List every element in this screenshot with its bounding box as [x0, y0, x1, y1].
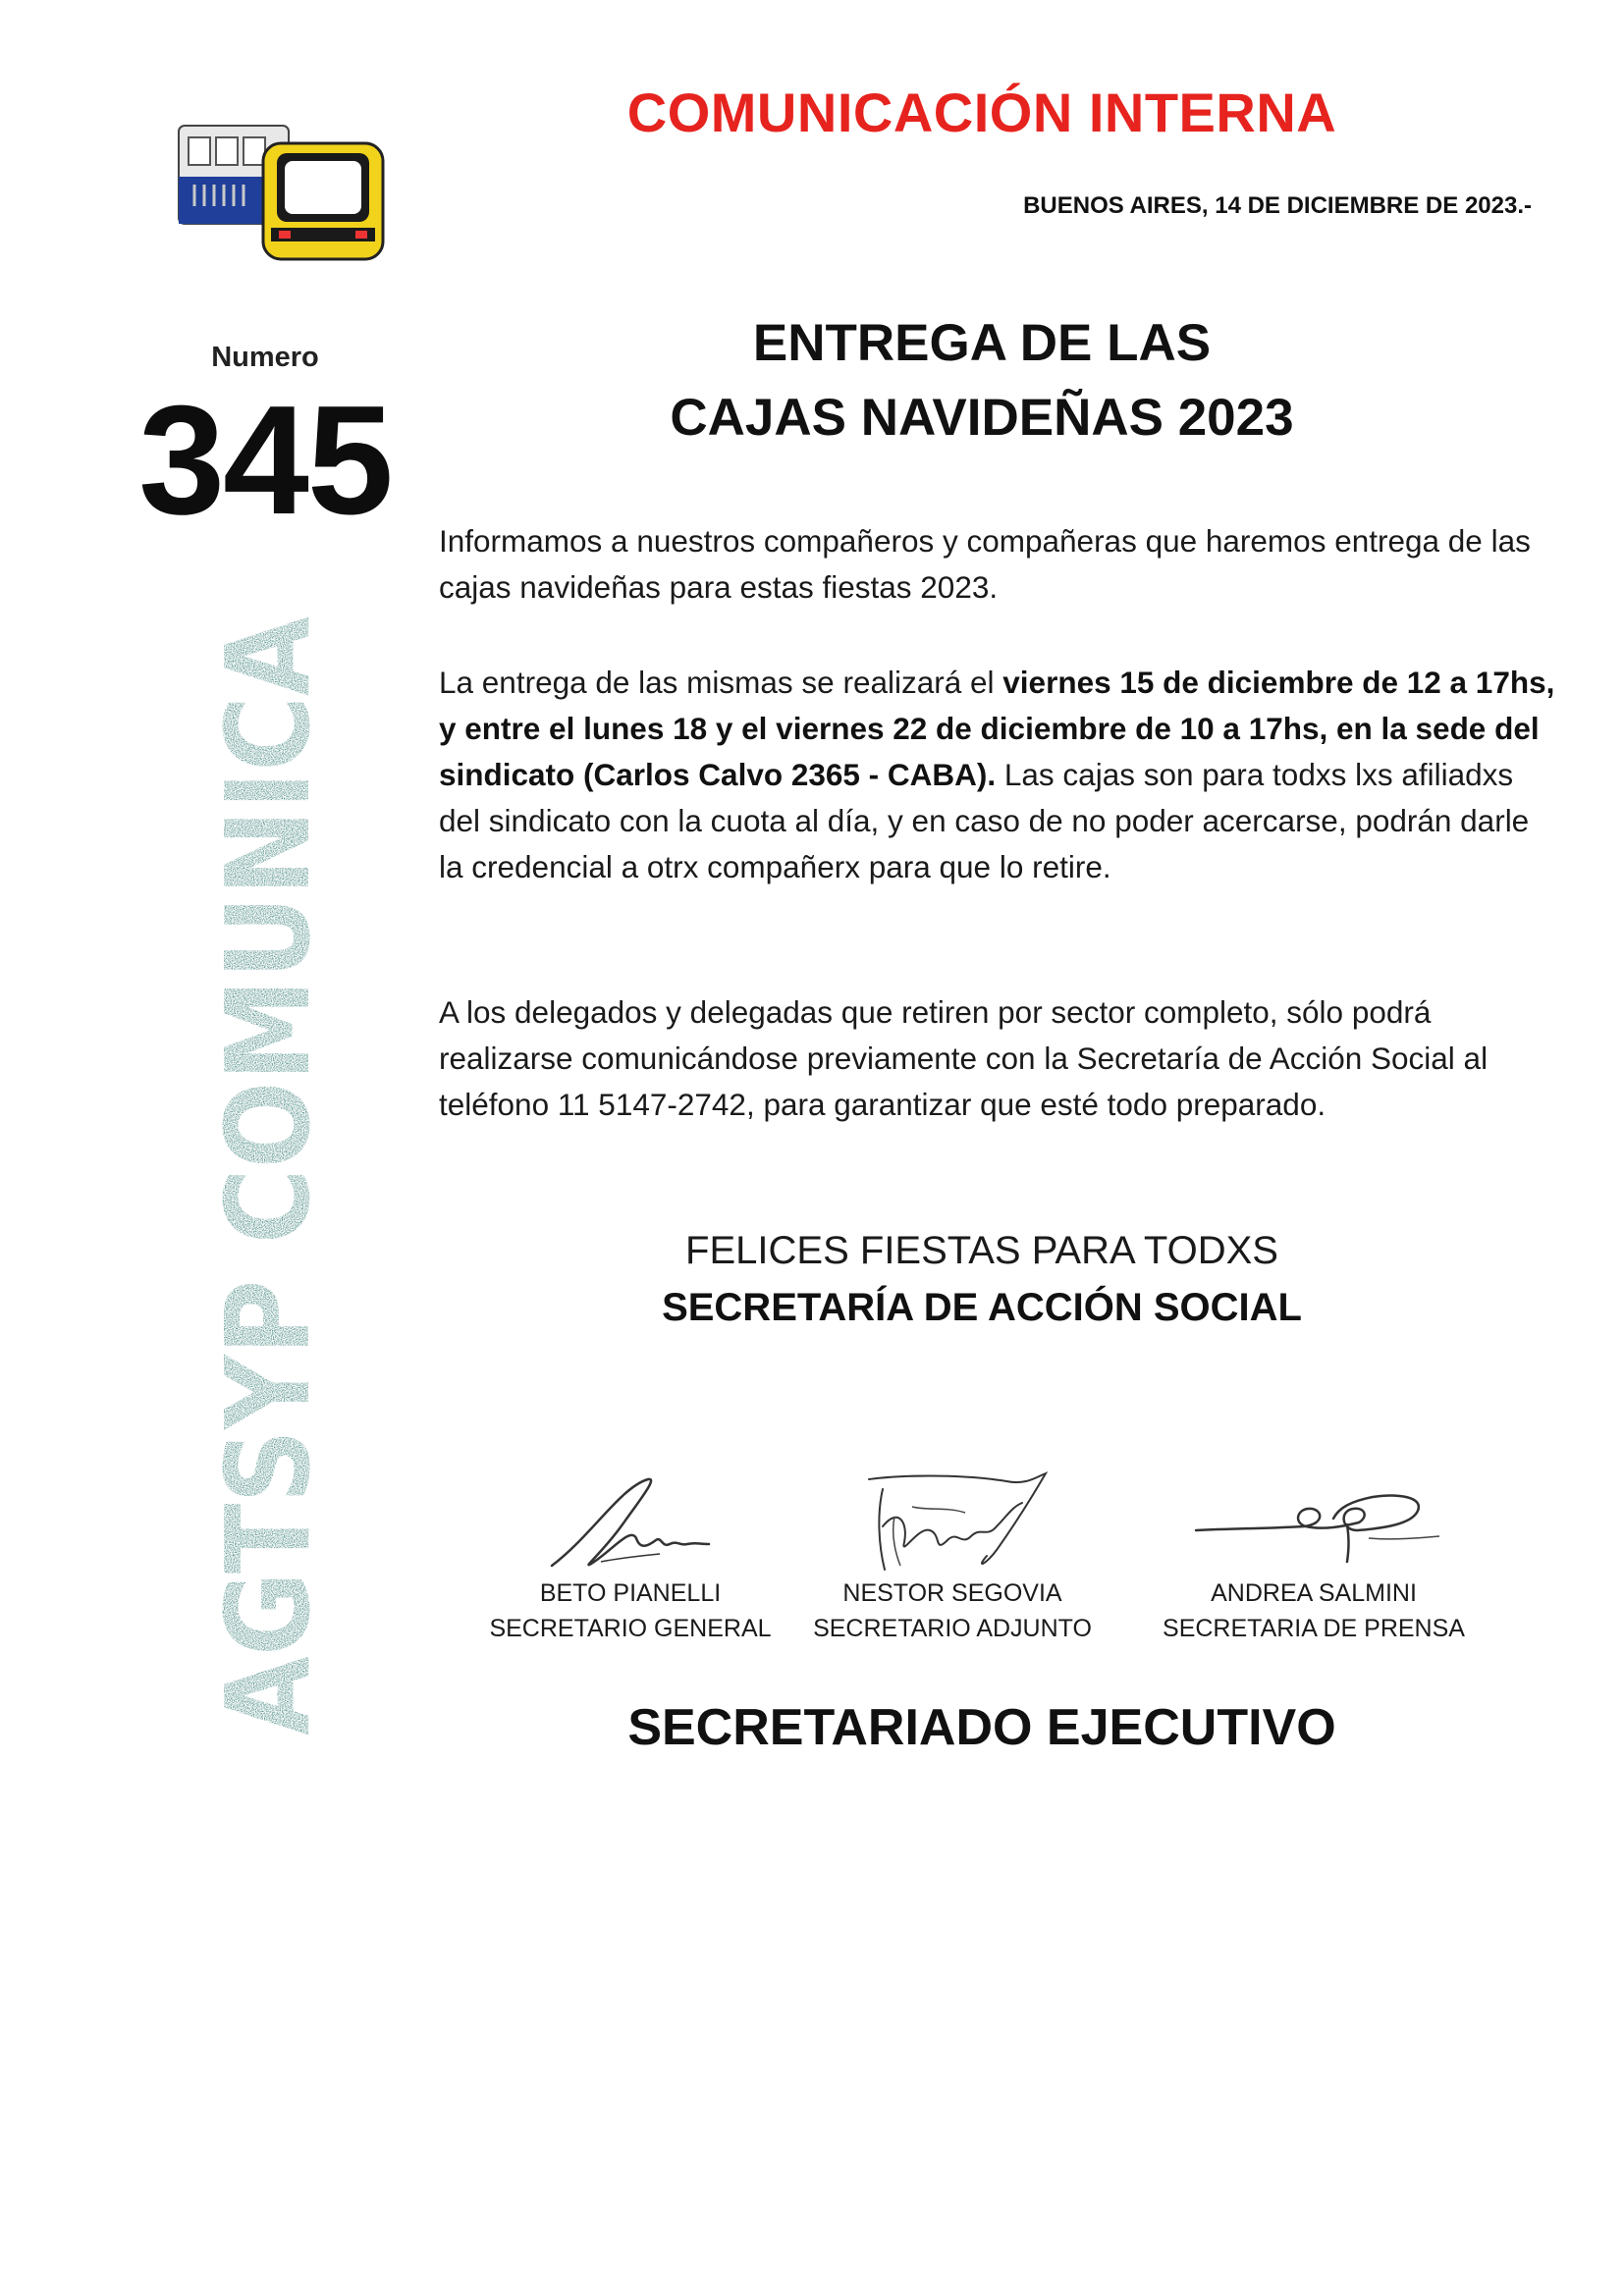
signature-name: NESTOR SEGOVIA [842, 1579, 1062, 1607]
trains-logo-icon [177, 116, 385, 261]
header-title: COMUNICACIÓN INTERNA [626, 81, 1337, 143]
signature-name: BETO PIANELLI [539, 1579, 722, 1607]
header-date: BUENOS AIRES, 14 DE DICIEMBRE DE 2023.- [1023, 192, 1532, 219]
number-value: 345 [138, 374, 392, 547]
signature-role: SECRETARIO GENERAL [489, 1615, 772, 1642]
body-paragraph-3: A los delegados y delegadas que retiren por sector completo, sólo podrá realizarse comunicándose previamente con la Secretaría de Acción Social al teléfono 11 5147-2742, para garantizar que esté todo preparado. [439, 994, 1489, 1122]
signature-icon [839, 1468, 1065, 1575]
signature-block [463, 1468, 797, 1646]
closing-secretariat: SECRETARÍA DE ACCIÓN SOCIAL [662, 1286, 1302, 1329]
signature-role: SECRETARIA DE PRENSA [1163, 1615, 1465, 1642]
closing-greeting: FELICES FIESTAS PARA TODXS [685, 1229, 1278, 1272]
body-paragraph-2-end: Las cajas son para todxs lxs afiliadxs del sindicato con la cuota al día, y en caso de no poder acercarse, podrán darle la credencial a otrx compañerx para que lo retire. [439, 757, 1530, 884]
body-paragraph-1: Informamos a nuestros compañeros y compañeras que haremos entrega de las cajas navideñas para estas fiestas 2023. [439, 523, 1531, 605]
signature-block [785, 1468, 1119, 1646]
signature-role: SECRETARIO ADJUNTO [813, 1615, 1092, 1642]
signature-icon [532, 1468, 729, 1575]
signature-block [1147, 1468, 1481, 1646]
vertical-brand [200, 473, 336, 1735]
number-label: Numero [211, 342, 319, 373]
body-paragraph-2-bold: viernes 15 de diciembre de 12 a 17hs, y entre el lunes 18 y el viernes 22 de diciembre de 10 a 17hs, en la sede del sindicato (Carlos Calvo 2365 - CABA). [439, 665, 1555, 792]
body-paragraph-2-start: La entrega de las mismas se realizará el [439, 665, 1003, 700]
signature-name: ANDREA SALMINI [1211, 1579, 1417, 1607]
footer-title: SECRETARIADO EJECUTIVO [627, 1699, 1336, 1756]
main-title-line-1: ENTREGA DE LAS [752, 314, 1212, 372]
signature-icon [1176, 1468, 1451, 1575]
main-title-line-2: CAJAS NAVIDEÑAS 2023 [670, 389, 1294, 448]
main-title [511, 306, 1453, 456]
body-paragraph-2 [439, 660, 1558, 890]
vertical-brand-text: AGTSYP COMUNICA [200, 473, 336, 1735]
